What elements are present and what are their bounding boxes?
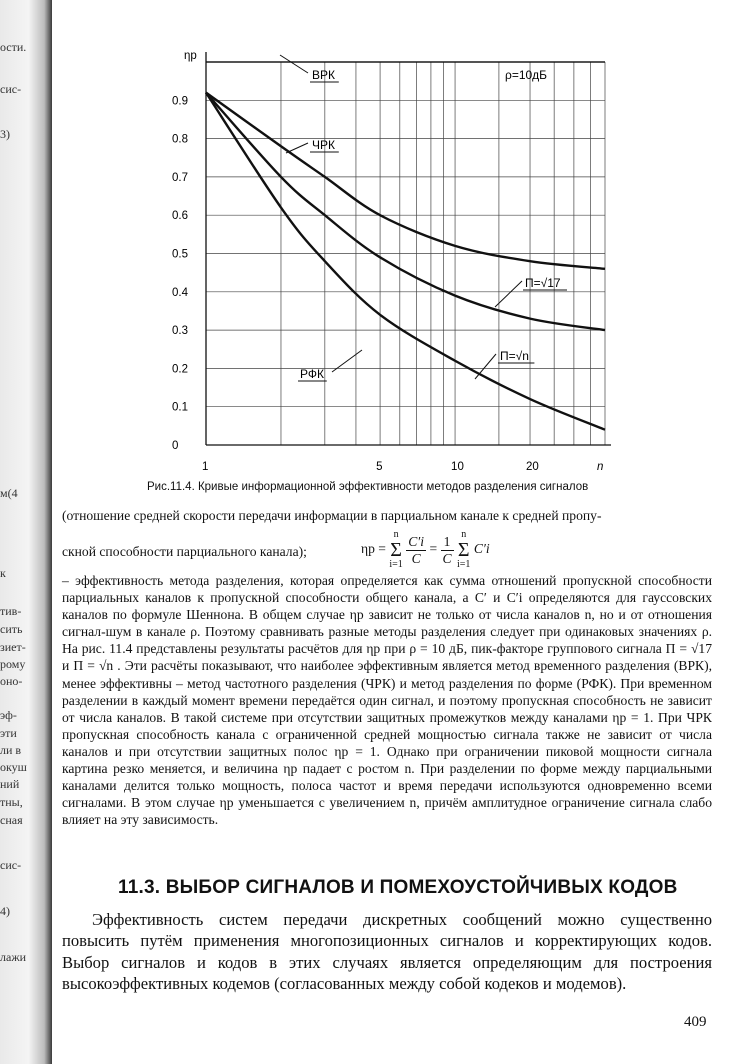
- chart-curve-labels: [280, 55, 567, 381]
- y-tick-label: 0.2: [172, 363, 188, 376]
- curve-label: П=√17: [525, 276, 561, 290]
- y-tick-label: 0.3: [172, 325, 188, 338]
- curve-label-leader: [280, 55, 308, 73]
- spine-fragment: рому: [0, 657, 26, 671]
- spine-fragment: сис-: [0, 82, 22, 96]
- efficiency-chart: [150, 45, 620, 477]
- sum-upper: n: [393, 529, 399, 540]
- fraction-1: [406, 534, 426, 567]
- curve-label: ВРК: [312, 68, 335, 82]
- x-tick-label: n: [597, 461, 604, 473]
- efficiency-formula: [361, 530, 490, 570]
- spine-fragment: к: [0, 566, 6, 580]
- y-tick-label: 0.8: [172, 133, 188, 146]
- spine-fragment: окуш: [0, 760, 27, 774]
- y-tick-label: 0: [172, 440, 179, 452]
- sum-lower: i=1: [389, 559, 403, 570]
- series-line: [206, 93, 605, 269]
- chart-series: [206, 62, 605, 430]
- chart-axes: [206, 52, 611, 445]
- sum-symbol-2: n Σ i=1: [457, 529, 471, 570]
- y-tick-label: 0.7: [172, 171, 188, 184]
- page-number: 409: [684, 1014, 707, 1030]
- paragraph-3: Эффективность систем передачи дискретных сообщений можно существенно повысить путём применения многопозиционных сигналов и корректирующих кодов. Выбор сигналов и кодов в этих случаях является определяющим для построения высокоэффективных кодемов (согласованных между собой кодеков и модемов).: [62, 910, 712, 993]
- spine-fragment: сить: [0, 622, 23, 636]
- figure-caption: Рис.11.4. Кривые информационной эффективности методов разделения сигналов: [147, 481, 589, 493]
- fraction-2-numerator: 1: [441, 534, 454, 551]
- fraction-1-numerator: C′i: [408, 533, 425, 549]
- formula-lhs: ηр =: [361, 541, 390, 557]
- formula-term: C′i: [473, 541, 490, 557]
- spine-fragment: тны,: [0, 795, 23, 809]
- fraction-1-denominator: C: [411, 550, 421, 566]
- spine-fragment: зиет-: [0, 640, 26, 654]
- spine-fragment: сис-: [0, 858, 22, 872]
- y-tick-label: 0.6: [172, 210, 188, 223]
- spine-fragment: м(4: [0, 486, 18, 500]
- curve-label-leader: [286, 143, 308, 153]
- section-heading: 11.3. ВЫБОР СИГНАЛОВ И ПОМЕХОУСТОЙЧИВЫХ КОДОВ: [118, 877, 678, 898]
- x-tick-label: 1: [202, 461, 209, 473]
- paragraph-2: – эффективность метода разделения, которая определяется как сумма отношений пропускной способности парциальных каналов к пропускной способности общего канала, а C′ и C′i определяются для гауссовских каналов по формуле Шеннона. В общем случае ηр зависит не только от числа каналов n, но и от отношения сигнал-шум в канале ρ. Поэтому сравнивать разные методы разделения следует при одинаковых значениях ρ. На рис. 11.4 представлены результаты расчётов для ηр при ρ = 10 дБ, пик-факторе группового сигнала П = √17 и П = √n . Эти расчёты показывают, что наиболее эффективным является метод временного разделения (ВРК), менее эффективны – метод частотного разделения (ЧРК) и метод разделения по форме (РФК). При временном разделении в каждый момент времени передаётся один сигнал, и поэтому пропускная способность не зависит от числа каналов. В такой системе при отсутствии защитных промежутков между каналами ηр = 1. При ЧРК пропускная способность канала с ограниченной средней мощностью сигнала также не зависит от числа каналов и при отсутствии защитных полос ηр = 1. Однако при ограничении пиковой мощности сигнала картина резко меняется, и величина ηр падает с ростом n. При разделении по форме между парциальными каналами делится только мощность, полоса частот и время передачи используются одновременно всеми сигналами. В этом случае ηр уменьшается с увеличением n, причём амплитудное ограничение сигнала слабо влияет на эту зависимость.: [62, 573, 712, 828]
- formula-lead-text: скной способности парциального канала);: [62, 544, 307, 559]
- fraction-2-denominator: C: [442, 550, 452, 566]
- curve-label-leader: [475, 354, 496, 379]
- y-tick-label: ηр: [184, 50, 197, 62]
- sum-lower-2: i=1: [457, 559, 471, 570]
- series-line: [206, 93, 605, 330]
- y-tick-label: 0.9: [172, 95, 188, 108]
- curve-label: ЧРК: [312, 138, 335, 152]
- series-line: [206, 93, 605, 430]
- curve-label: РФК: [300, 367, 324, 381]
- x-tick-label: 10: [451, 461, 464, 473]
- spine-fragment: ний: [0, 777, 20, 791]
- book-spine: [0, 0, 52, 1064]
- spine-fragment: 4): [0, 904, 10, 918]
- spine-fragment: эти: [0, 726, 17, 740]
- curve-label: П=√n: [500, 349, 529, 363]
- spine-fragment: тив-: [0, 604, 22, 618]
- chart-annotation: ρ=10дБ: [505, 68, 548, 82]
- spine-fragment: лажи: [0, 950, 27, 964]
- formula-equals: =: [429, 541, 441, 557]
- x-tick-label: 20: [526, 461, 539, 473]
- spine-fragment: ости.: [0, 40, 27, 54]
- spine-fragment: ли в: [0, 743, 22, 757]
- formula-line: [62, 522, 712, 572]
- y-tick-label: 0.5: [172, 248, 188, 261]
- fraction-2: [441, 534, 454, 567]
- y-tick-label: 0.1: [172, 401, 188, 414]
- sum-symbol: n Σ i=1: [389, 529, 403, 570]
- sum-upper-2: n: [461, 529, 467, 540]
- spine-fragment: 3): [0, 127, 10, 141]
- y-tick-label: 0.4: [172, 286, 188, 299]
- paragraph-1: (отношение средней скорости передачи информации в парциальном канале к средней пропу-: [62, 508, 602, 523]
- spine-fragment: оно-: [0, 674, 23, 688]
- x-tick-label: 5: [376, 461, 383, 473]
- spine-fragment: эф-: [0, 708, 17, 722]
- spine-fragment: сная: [0, 813, 23, 827]
- chart-grid: [206, 62, 605, 445]
